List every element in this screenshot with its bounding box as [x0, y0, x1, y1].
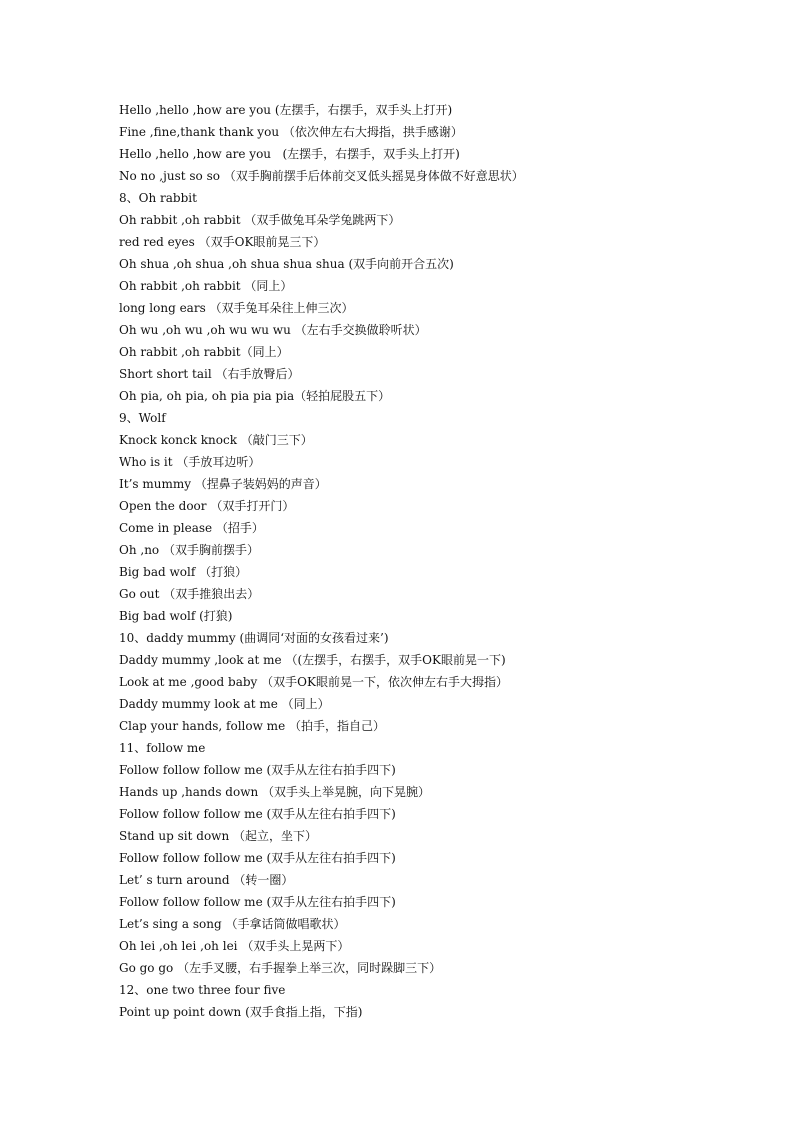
text-line: Hello ,hello ,how are you (左摆手，右摆手，双手头上打开) [119, 103, 453, 117]
text-line: Go go go （左手叉腰，右手握拳上举三次，同时跺脚三下） [119, 961, 442, 975]
text-line: Follow follow follow me (双手从左往右拍手四下) [119, 763, 396, 777]
text-line: Point up point down (双手食指上指，下指) [119, 1005, 363, 1019]
text-line: long long ears （双手兔耳朵往上伸三次） [119, 301, 354, 315]
section-heading: 10、daddy mummy (曲调同‘对面的女孩看过来’) [119, 631, 389, 645]
text-line: Hands up ,hands down （双手头上举晃腕，向下晃腕） [119, 785, 431, 799]
text-line: Open the door （双手打开门） [119, 499, 295, 513]
text-line: Oh wu ,oh wu ,oh wu wu wu （左右手交换做聆听状） [119, 323, 427, 337]
text-line: Follow follow follow me (双手从左往右拍手四下) [119, 851, 396, 865]
text-line: Who is it （手放耳边听） [119, 455, 261, 469]
text-line: Short short tail （右手放臀后） [119, 367, 300, 381]
text-line: Clap your hands, follow me （拍手，指自己） [119, 719, 385, 733]
text-line: Oh ,no （双手胸前摆手） [119, 543, 259, 557]
section-heading: 11、follow me [119, 741, 206, 755]
text-line: Hello ,hello ,how are you (左摆手，右摆手，双手头上打开) [119, 147, 460, 161]
text-line: Oh lei ,oh lei ,oh lei （双手头上晃两下） [119, 939, 350, 953]
text-line: Oh shua ,oh shua ,oh shua shua shua (双手向前开合五次) [119, 257, 454, 271]
text-line: Oh rabbit ,oh rabbit （双手做兔耳朵学兔跳两下） [119, 213, 401, 227]
text-line: red red eyes （双手OK眼前晃三下） [119, 235, 326, 249]
text-line: Go out （双手推狼出去） [119, 587, 260, 601]
text-line: Come in please （招手） [119, 521, 264, 535]
section-heading: 12、one two three four five [119, 983, 286, 997]
text-line: Big bad wolf （打狼） [119, 565, 248, 579]
text-line: Oh rabbit ,oh rabbit （同上） [119, 279, 293, 293]
text-line: Fine ,fine,thank thank you （依次伸左右大拇指，拱手感谢） [119, 125, 463, 139]
text-line: Follow follow follow me (双手从左往右拍手四下) [119, 895, 396, 909]
text-line: Let’s sing a song （手拿话筒做唱歌状） [119, 917, 346, 931]
text-line: No no ,just so so （双手胸前摆手后体前交叉低头摇晃身体做不好意思状） [119, 169, 524, 183]
document-body [119, 99, 769, 1023]
text-line: Follow follow follow me (双手从左往右拍手四下) [119, 807, 396, 821]
text-line: Oh pia, oh pia, oh pia pia pia（轻拍屁股五下） [119, 389, 391, 403]
text-line: Knock konck knock （敲门三下） [119, 433, 313, 447]
section-heading: 8、Oh rabbit [119, 191, 197, 205]
text-line: Big bad wolf (打狼) [119, 609, 233, 623]
text-line: Look at me ,good baby （双手OK眼前晃一下，依次伸左右手大拇指） [119, 675, 508, 689]
section-heading: 9、Wolf [119, 411, 166, 425]
text-line: Daddy mummy ,look at me （(左摆手，右摆手，双手OK眼前晃一下) [119, 653, 506, 667]
text-line: Let’ s turn around （转一圈） [119, 873, 294, 887]
text-line: It’s mummy （捏鼻子装妈妈的声音） [119, 477, 327, 491]
text-line: Oh rabbit ,oh rabbit（同上） [119, 345, 289, 359]
text-line: Stand up sit down （起立，坐下） [119, 829, 318, 843]
text-line: Daddy mummy look at me （同上） [119, 697, 330, 711]
